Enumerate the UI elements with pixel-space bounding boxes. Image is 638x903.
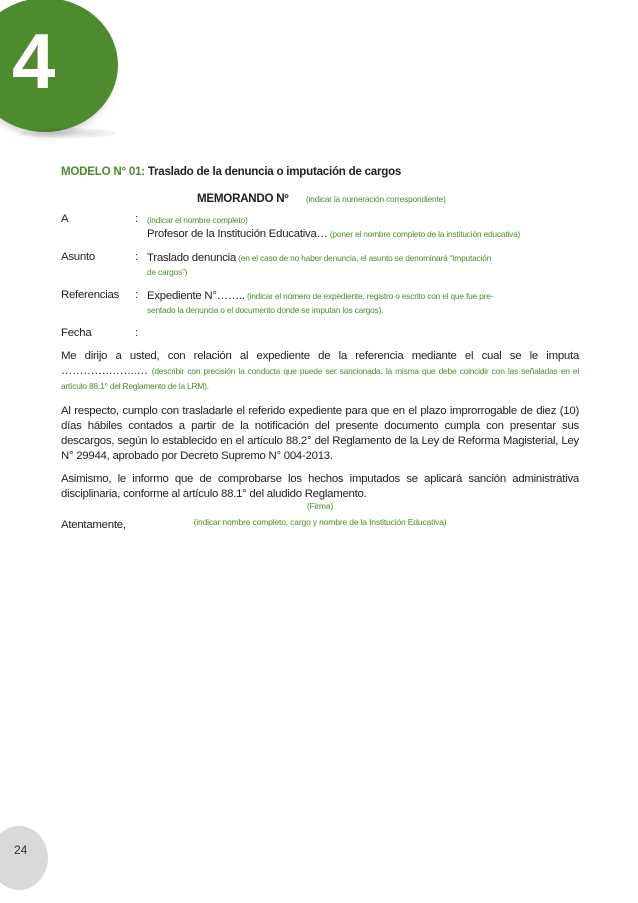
field-asunto-note-2: de cargos”) [147, 267, 188, 277]
paragraph-1-text: Me dirijo a usted, con relación al expediente de la referencia mediante el cual se le imputa ………….……..… [61, 350, 579, 377]
field-a-colon: : [135, 213, 138, 225]
field-asunto-value: Traslado denuncia [147, 252, 237, 264]
paragraph-3: Asimismo, le informo que de comprobarse los hechos imputados se aplicará sanción administrativa disciplinaria, conforme al artículo 88.1° del aludido Reglamento. [61, 473, 579, 500]
model-tag: MODELO N° 01: [61, 165, 145, 178]
field-a-label: A [61, 213, 69, 225]
memo-title: MEMORANDO Nº [197, 192, 289, 205]
field-fecha-colon: : [135, 327, 138, 339]
field-a-note: (indicar el nombre completo) [147, 215, 248, 225]
field-ref-note-1: (indicar el número de expediente, registro o escrito con el que fue pre- [244, 291, 494, 301]
paragraph-2: Al respecto, cumplo con trasladarle el referido expediente para que en el plazo improrrogable de diez (10) días hábiles contados a partir de la notificación del presente documento cumpla con presentar sus descargos, según lo establecido en el artículo 88.2° del Reglamento de la Ley de Reforma Magisterial, Ley N° 29944, aprobado por Decreto Supremo N° 004-2013. [61, 405, 579, 462]
signature-block [61, 498, 579, 530]
field-referencias [61, 289, 579, 317]
memo-header [61, 192, 579, 205]
page-number: 24 [14, 843, 28, 857]
field-fecha [61, 327, 579, 339]
field-ref-label: Referencias [61, 289, 120, 301]
field-ref-colon: : [135, 289, 138, 301]
field-a-value-note: (poner el nombre completo de la institución educativa) [327, 229, 521, 239]
model-title: Traslado de la denuncia o imputación de cargos [144, 165, 402, 178]
field-asunto-colon: : [135, 251, 138, 263]
field-asunto [61, 251, 579, 279]
memo-note: (indicar la numeración correspondiente) [305, 194, 446, 204]
model-heading [61, 165, 579, 178]
signature-line-1: (Firma) [306, 501, 334, 511]
field-ref-note-2: sentado la denuncia o el documento donde se imputan los cargos). [147, 305, 384, 315]
signature-line-2: (indicar nombre completo, cargo y nombre de la Institución Educativa) [193, 517, 447, 527]
field-asunto-note-1: (en el caso de no haber denuncia, el asunto se denominará “Imputación [236, 253, 492, 263]
field-a-value: Profesor de la Institución Educativa… [147, 228, 328, 240]
document-body [61, 165, 579, 533]
paragraph-1-note: (describir con precisión la conducta que puede ser sancionada, la misma que debe coincidir con las señaladas en el artículo 88.1° del Reglamento de la LRM). [61, 366, 579, 391]
badge-shadow [20, 128, 116, 138]
field-fecha-label: Fecha [61, 327, 92, 339]
field-ref-value: Expediente N°…….. [147, 290, 245, 302]
paragraph-1 [61, 349, 579, 394]
field-asunto-label: Asunto [61, 251, 95, 263]
page-number-circle [0, 826, 48, 890]
field-a [61, 213, 579, 241]
closing: Atentamente, [61, 519, 126, 531]
chapter-number: 4 [12, 17, 56, 105]
